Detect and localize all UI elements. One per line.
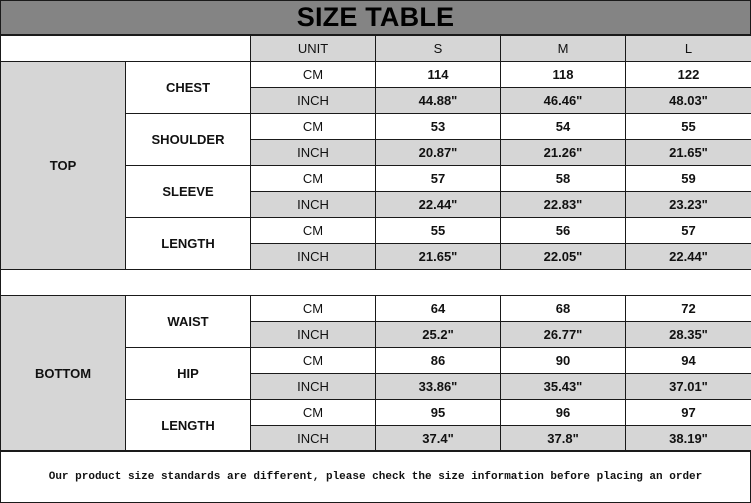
value-cell: 48.03" [625,87,751,114]
footer-note: Our product size standards are different, please check the size information before placing an order [0,450,751,503]
header-size-1: M [500,35,626,62]
unit-cell: CM [250,399,376,426]
unit-cell: INCH [250,87,376,114]
value-cell: 86 [375,347,501,374]
value-cell: 64 [375,295,501,322]
value-cell: 21.65" [375,243,501,270]
measure-label: LENGTH [125,399,251,452]
value-cell: 95 [375,399,501,426]
value-cell: 21.65" [625,139,751,166]
value-cell: 97 [625,399,751,426]
section-gap [0,269,751,296]
unit-cell: CM [250,217,376,244]
section-label: BOTTOM [0,295,126,452]
header-size-2: L [625,35,751,62]
value-cell: 22.05" [500,243,626,270]
measure-label: SLEEVE [125,165,251,218]
unit-cell: INCH [250,425,376,452]
unit-cell: CM [250,113,376,140]
value-cell: 23.23" [625,191,751,218]
value-cell: 33.86" [375,373,501,400]
value-cell: 22.44" [375,191,501,218]
value-cell: 55 [625,113,751,140]
value-cell: 38.19" [625,425,751,452]
value-cell: 22.83" [500,191,626,218]
value-cell: 22.44" [625,243,751,270]
value-cell: 55 [375,217,501,244]
value-cell: 122 [625,61,751,88]
value-cell: 44.88" [375,87,501,114]
value-cell: 37.4" [375,425,501,452]
header-size-0: S [375,35,501,62]
value-cell: 37.8" [500,425,626,452]
value-cell: 68 [500,295,626,322]
value-cell: 20.87" [375,139,501,166]
value-cell: 37.01" [625,373,751,400]
value-cell: 54 [500,113,626,140]
measure-label: LENGTH [125,217,251,270]
value-cell: 35.43" [500,373,626,400]
measure-label: WAIST [125,295,251,348]
unit-cell: CM [250,347,376,374]
value-cell: 72 [625,295,751,322]
measure-label: HIP [125,347,251,400]
value-cell: 21.26" [500,139,626,166]
unit-cell: INCH [250,321,376,348]
measure-label: CHEST [125,61,251,114]
value-cell: 57 [375,165,501,192]
value-cell: 90 [500,347,626,374]
section-label: TOP [0,61,126,270]
value-cell: 59 [625,165,751,192]
measure-label: SHOULDER [125,113,251,166]
value-cell: 58 [500,165,626,192]
value-cell: 25.2" [375,321,501,348]
value-cell: 57 [625,217,751,244]
value-cell: 56 [500,217,626,244]
header-unit: UNIT [250,35,376,62]
unit-cell: INCH [250,243,376,270]
value-cell: 94 [625,347,751,374]
unit-cell: CM [250,61,376,88]
value-cell: 28.35" [625,321,751,348]
header-blank [0,35,251,62]
value-cell: 114 [375,61,501,88]
unit-cell: INCH [250,373,376,400]
unit-cell: CM [250,295,376,322]
unit-cell: INCH [250,139,376,166]
value-cell: 118 [500,61,626,88]
value-cell: 53 [375,113,501,140]
unit-cell: INCH [250,191,376,218]
table-title: SIZE TABLE [0,0,751,35]
value-cell: 26.77" [500,321,626,348]
unit-cell: CM [250,165,376,192]
value-cell: 96 [500,399,626,426]
value-cell: 46.46" [500,87,626,114]
